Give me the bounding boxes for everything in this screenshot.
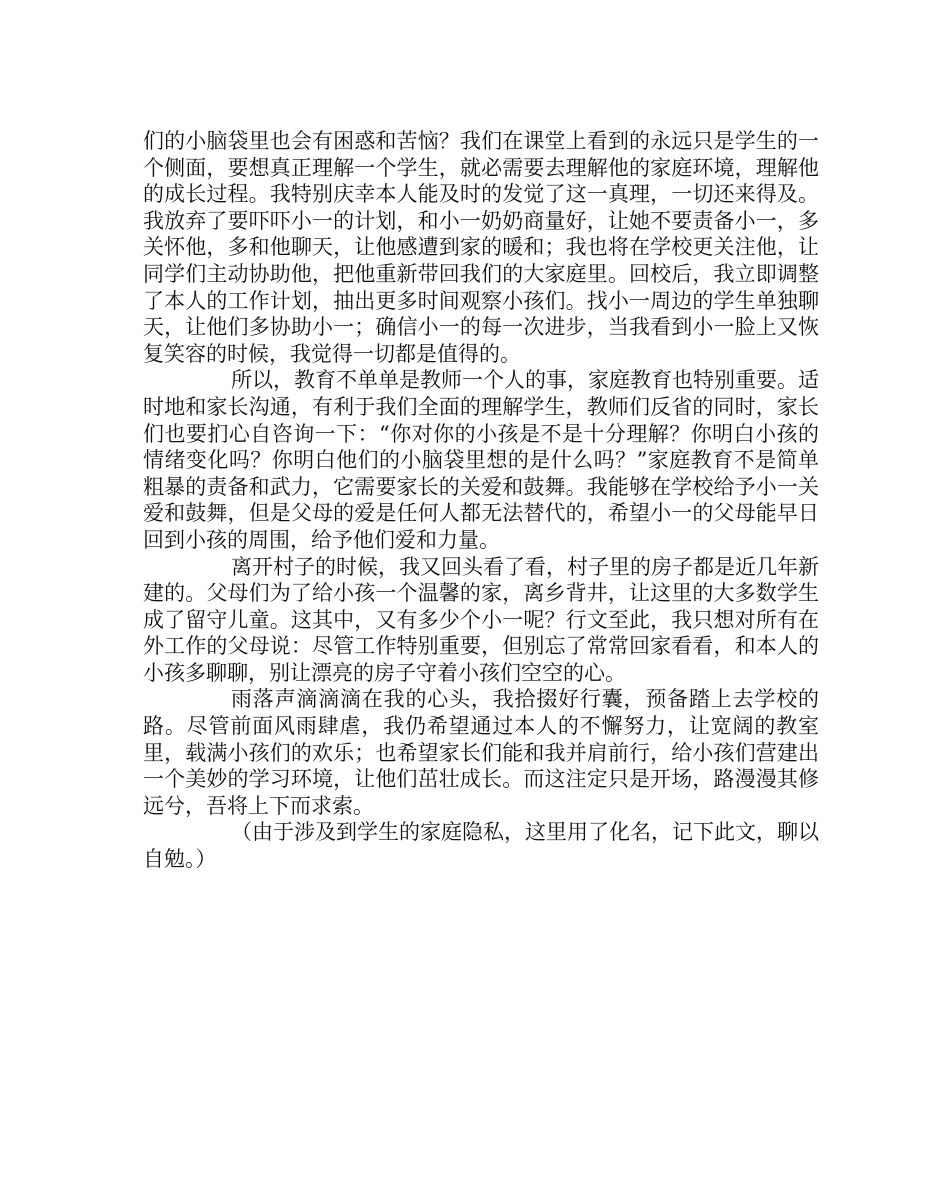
- paragraph-5: （由于涉及到学生的家庭隐私，这里用了化名，记下此文，聊以自勉。）: [143, 820, 819, 872]
- paragraph-3: 离开村子的时候，我又回头看了看，村子里的房子都是近几年新建的。父母们为了给小孩一个温馨的家，离乡背井，让这里的大多数学生成了留守儿童。这其中，又有多少个小一呢？行文至此，我只想对所有在外工作的父母说：尽管工作特别重要，但别忘了常常回家看看，和本人的小孩多聊聊，别让漂亮的房子守着小孩们空空的心。: [143, 554, 819, 685]
- document-body: [143, 128, 819, 873]
- paragraph-1: 们的小脑袋里也会有困惑和苦恼？我们在课堂上看到的永远只是学生的一个侧面，要想真正理解一个学生，就必需要去理解他的家庭环境，理解他的成长过程。我特别庆幸本人能及时的发觉了这一真理，一切还来得及。我放弃了要吓吓小一的计划，和小一奶奶商量好，让她不要责备小一，多关怀他，多和他聊天，让他感遭到家的暖和；我也将在学校更关注他，让同学们主动协助他，把他重新带回我们的大家庭里。回校后，我立即调整了本人的工作计划，抽出更多时间观察小孩们。找小一周边的学生单独聊天，让他们多协助小一；确信小一的每一次进步，当我看到小一脸上又恢复笑容的时候，我觉得一切都是值得的。: [143, 129, 819, 366]
- paragraph-4: 雨落声滴滴滴在我的心头，我拾掇好行囊，预备踏上去学校的路。尽管前面风雨肆虐，我仍希望通过本人的不懈努力，让宽阔的教室里，载满小孩们的欢乐；也希望家长们能和我并肩前行，给小孩们营建出一个美妙的学习环境，让他们茁壮成长。而这注定只是开场，路漫漫其修远兮，吾将上下而求索。: [143, 687, 819, 818]
- paragraph-2: 所以，教育不单单是教师一个人的事，家庭教育也特别重要。适时地和家长沟通，有利于我们全面的理解学生，教师们反省的同时，家长们也要扪心自咨询一下：“你对你的小孩是不是十分理解？你明白小孩的情绪变化吗？你明白他们的小脑袋里想的是什么吗？”家庭教育不是简单粗暴的责备和武力，它需要家长的关爱和鼓舞。我能够在学校给予小一关爱和鼓舞，但是父母的爱是任何人都无法替代的，希望小一的父母能早日回到小孩的周围，给予他们爱和力量。: [143, 368, 819, 552]
